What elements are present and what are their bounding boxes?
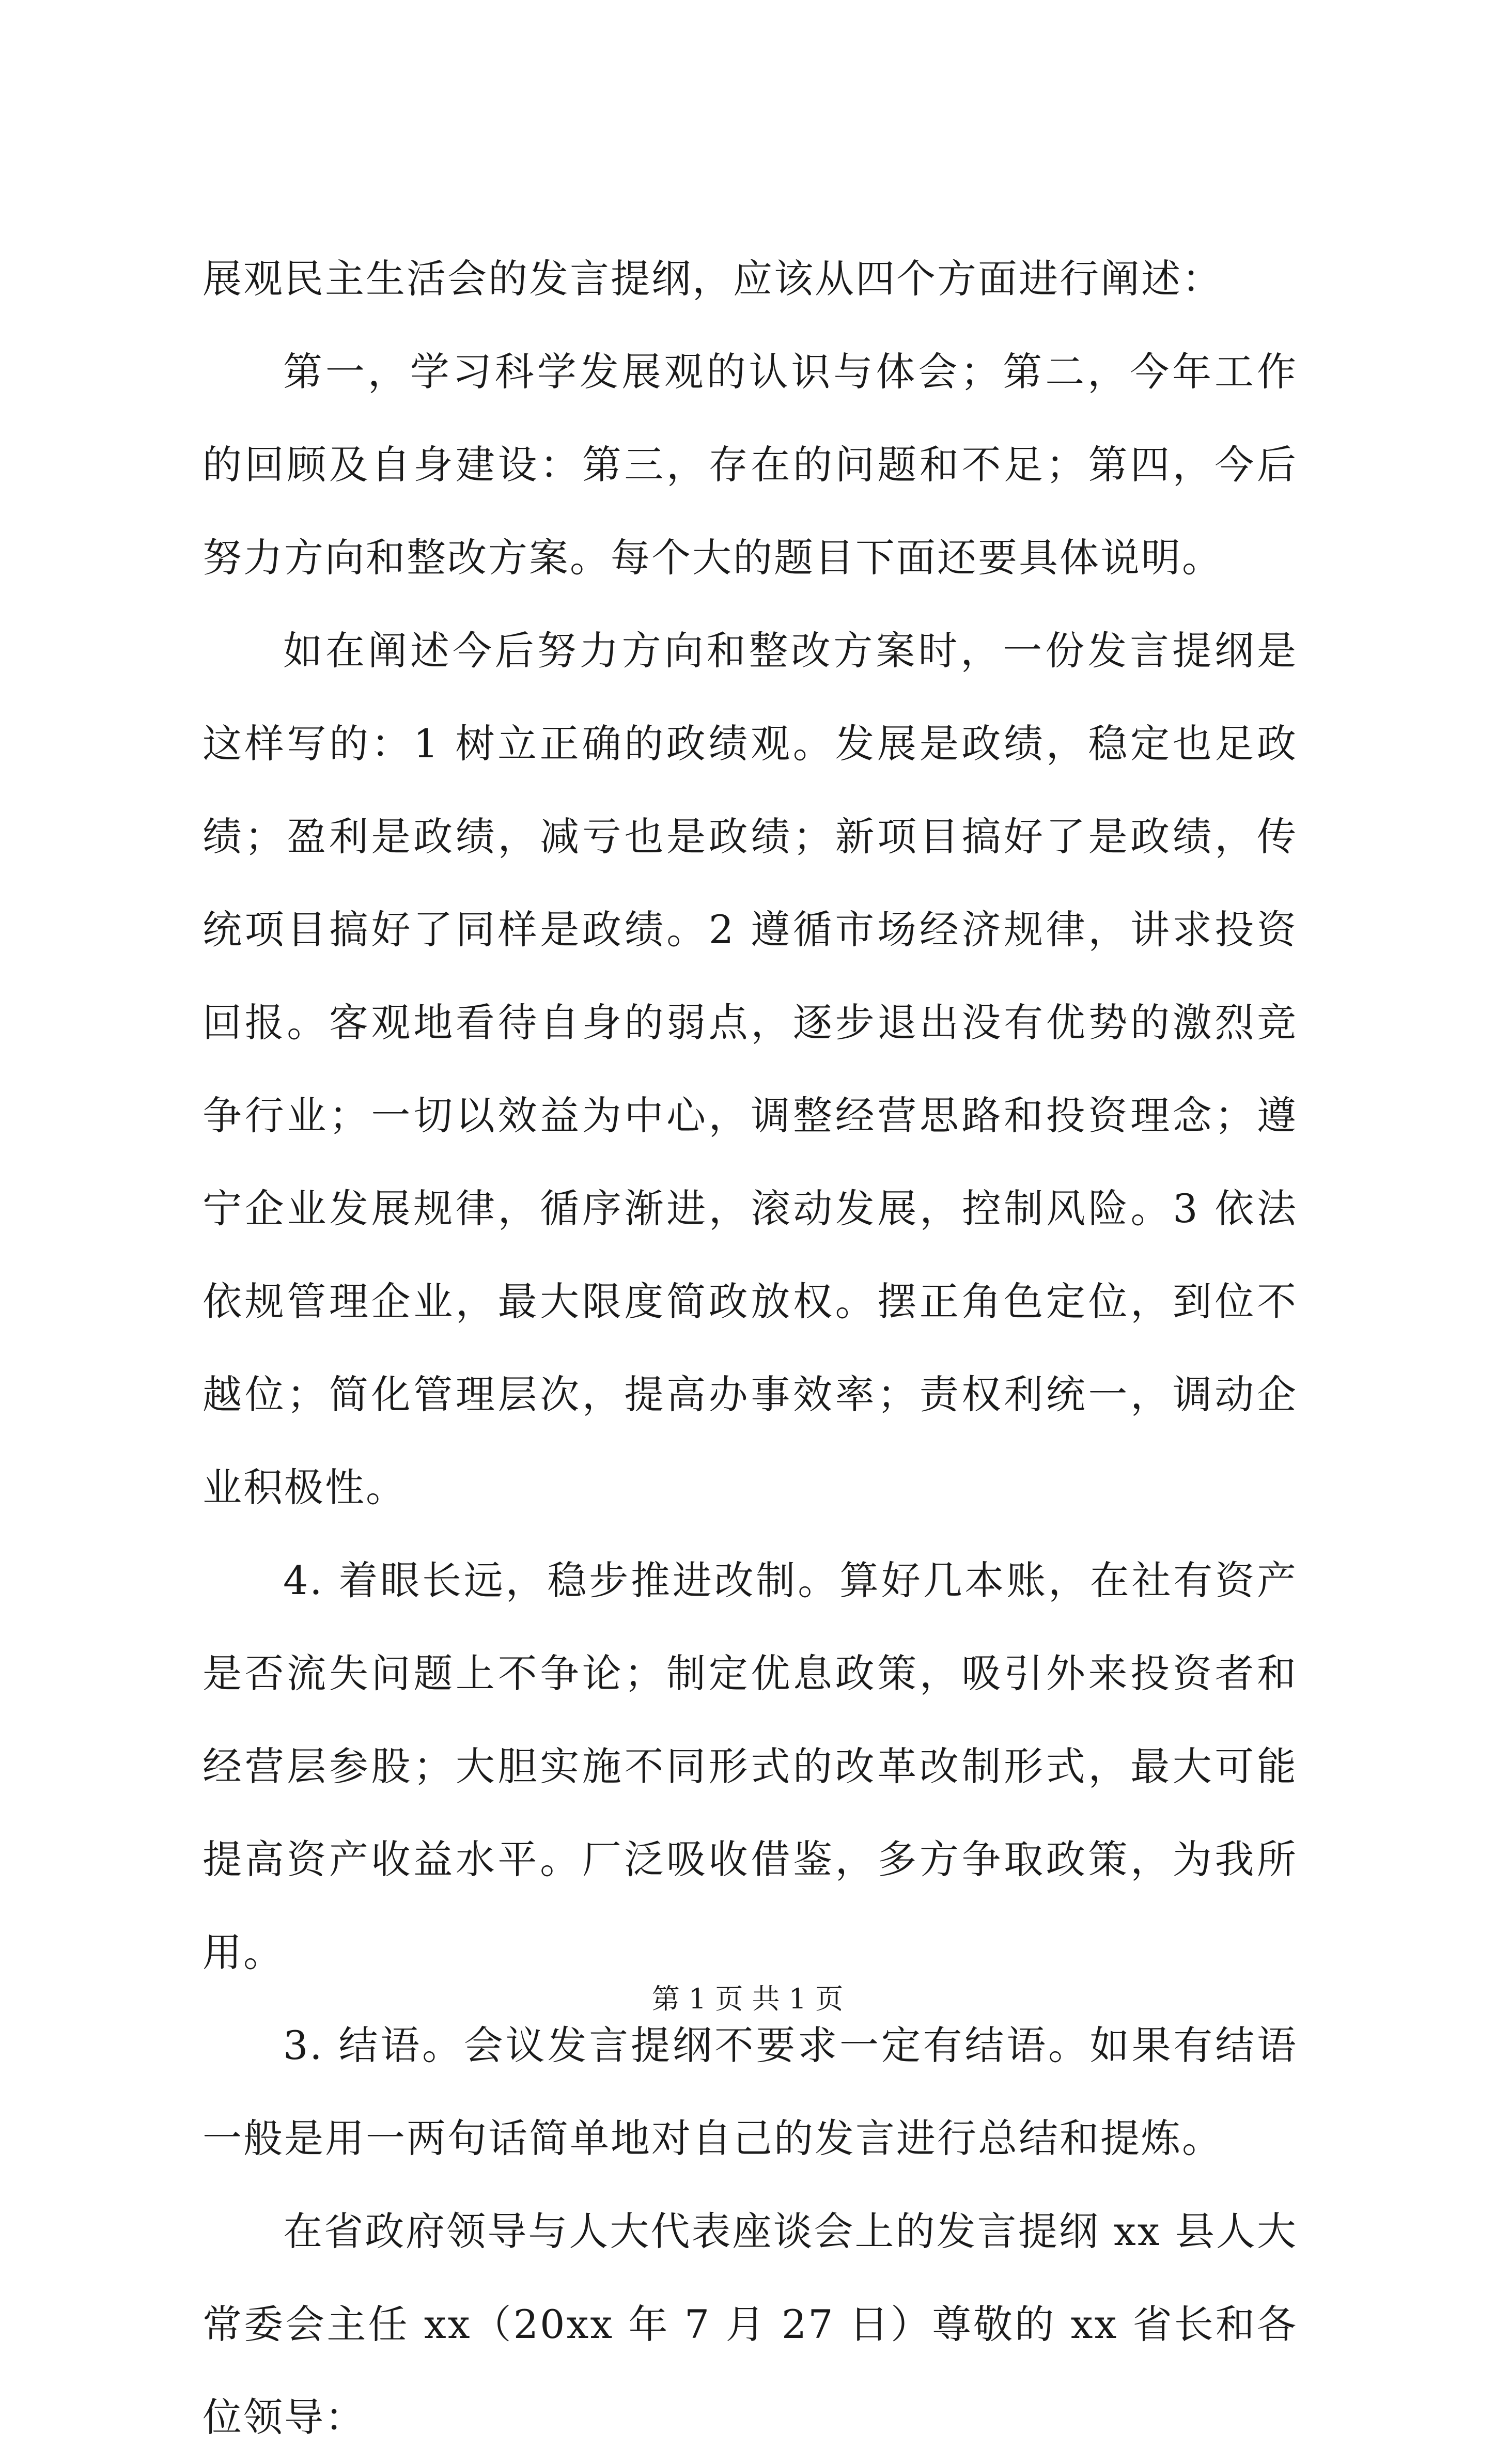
- paragraph-1: 展观民主生活会的发言提纲，应该从四个方面进行阐述：: [203, 256, 1223, 302]
- paragraph-5: 3. 结语。会议发言提纲不要求一定有结语。如果有结语一般是用一两句话简单地对自己的发言进行总结和提炼。: [203, 2022, 1298, 2161]
- paragraph-4: 4. 着眼长远，稳步推进改制。算好几本账，在社有资产是否流失问题上不争论；制定优息政策，吸引外来投资者和经营层参股；大胆实施不同形式的改革改制形式，最大可能提高资产收益水平。厂泛吸收借鉴，多方争取政策，为我所用。: [203, 1557, 1298, 1975]
- document-body: [203, 232, 1298, 2464]
- paragraph-2: 第一，学习科学发展观的认识与体会；第二，今年工作的回顾及自身建设：第三，存在的问题和不足；第四，今后努力方向和整改方案。每个大的题目下面还要具体说明。: [203, 349, 1298, 581]
- page-footer: 第 1 页 共 1 页: [651, 1983, 844, 2015]
- paragraph-6: 在省政府领导与人大代表座谈会上的发言提纲 xx 县人大常委会主任 xx（20xx 年 7 月 27 日）尊敬的 xx 省长和各位领导：: [203, 2208, 1298, 2440]
- paragraph-3: 如在阐述今后努力方向和整改方案时，一份发言提纲是这样写的：1 树立正确的政绩观。发展是政绩，稳定也足政绩；盈利是政绩，减亏也是政绩；新项目搞好了是政绩，传统项目搞好了同样是政绩。2 遵循市场经济规律，讲求投资回报。客观地看待自身的弱点，逐步退出没有优势的激烈竞争行业；一切以效益为中心，调整经营思路和投资理念；遵宁企业发展规律，循序渐进，滚动发展，控制风险。3 依法依规管理企业，最大限度简政放权。摆正角色定位，到位不越位；简化管理层次，提高办事效率；责权利统一，调动企业积极性。: [203, 628, 1298, 1510]
